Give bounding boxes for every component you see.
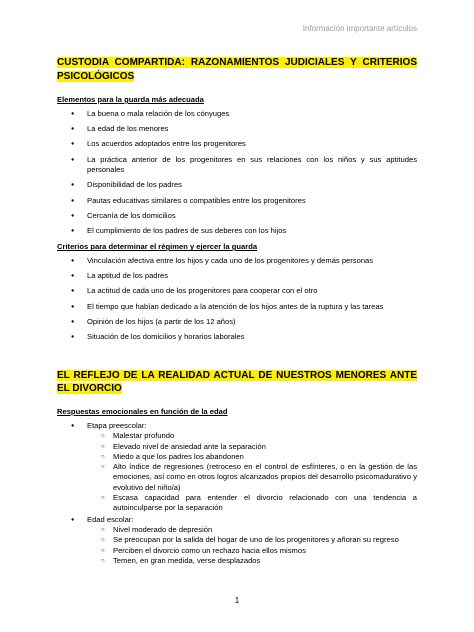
list-criterios: [71, 256, 417, 343]
list-item: ● El cumplimiento de los padres de sus deberes con los hijos: [71, 226, 417, 237]
list-item: ● La edad de los menores: [71, 124, 417, 135]
group-label: Edad escolar:: [87, 514, 134, 524]
sublist-item: ○ Elevado nivel de ansiedad ante la separación: [101, 442, 417, 452]
sublist-preescolar: [101, 431, 417, 513]
subheading-elementos: Elementos para la guarda más adecuada: [57, 95, 204, 104]
page-number: 1: [234, 596, 240, 605]
list-item: ● El tiempo que habían dedicado a la atención de los hijos antes de la ruptura y las tareas: [71, 302, 417, 313]
list-item: ● Opinión de los hijos (a partir de los 12 años): [71, 317, 417, 328]
document-body: [57, 56, 417, 567]
sublist-item: ○ Alto índice de regresiones (retroceso en el control de esfínteres, o en la gestión de las emociones, así como en otros logros alcanzados propios del desarrollo psicomadurativo y evolutivo del niño/a): [101, 462, 417, 493]
page-header: Información importante artículos: [302, 24, 417, 33]
list-item-etapa-preescolar: [71, 421, 417, 514]
list-item: ● Cercanía de los domicilios: [71, 211, 417, 222]
list-item: ● La práctica anterior de los progenitores en sus relaciones con los niños y sus aptitudes personales: [71, 155, 417, 176]
list-item: ● La actitud de cada uno de los progenitores para cooperar con el otro: [71, 286, 417, 297]
sublist-item: ○ Temen, en gran medida, verse desplazados: [101, 556, 417, 566]
list-item-edad-escolar: [71, 515, 417, 567]
list-item: ● Los acuerdos adoptados entre los progenitores: [71, 139, 417, 150]
list-item: ● La aptitud de los padres: [71, 271, 417, 282]
group-label: Etapa preescolar:: [87, 420, 147, 430]
sublist-item: ○ Nivel moderado de depresión: [101, 525, 417, 535]
list-item: ● Situación de los domicilios y horarios laborales: [71, 332, 417, 343]
list-item: ● Pautas educativas similares o compatibles entre los progenitores: [71, 196, 417, 207]
sublist-item: ○ Se preocupan por la salida del hogar de uno de los progenitores y añoran su regreso: [101, 535, 417, 545]
sublist-item: ○ Escasa capacidad para entender el divorcio relacionado con una tendencia a autoinculparse por la separación: [101, 493, 417, 514]
subheading-criterios: Criterios para determinar el régimen y ejercer la guarda: [57, 242, 258, 252]
sublist-item: ○ Malestar profundo: [101, 431, 417, 441]
list-item: ● Disponibilidad de los padres: [71, 180, 417, 191]
sublist-escolar: [101, 525, 417, 566]
list-elementos: [71, 109, 417, 237]
section-title-custodia: CUSTODIA COMPARTIDA: RAZONAMIENTOS JUDICIALES Y CRITERIOS PSICOLÓGICOS: [57, 57, 417, 82]
sublist-item: ○ Miedo a que los padres los abandonen: [101, 452, 417, 462]
list-item: ● Vinculación afectiva entre los hijos y cada uno de los progenitores y demás personas: [71, 256, 417, 267]
list-item: ● La buena o mala relación de los cónyuges: [71, 109, 417, 120]
sublist-item: ○ Perciben el divorcio como un rechazo hacia ellos mismos: [101, 546, 417, 556]
subheading-respuestas: Respuestas emocionales en función de la edad: [57, 406, 228, 416]
list-etapas: [71, 421, 417, 567]
section-title-reflejo: EL REFLEJO DE LA REALIDAD ACTUAL DE NUESTROS MENORES ANTE EL DIVORCIO: [57, 369, 417, 395]
